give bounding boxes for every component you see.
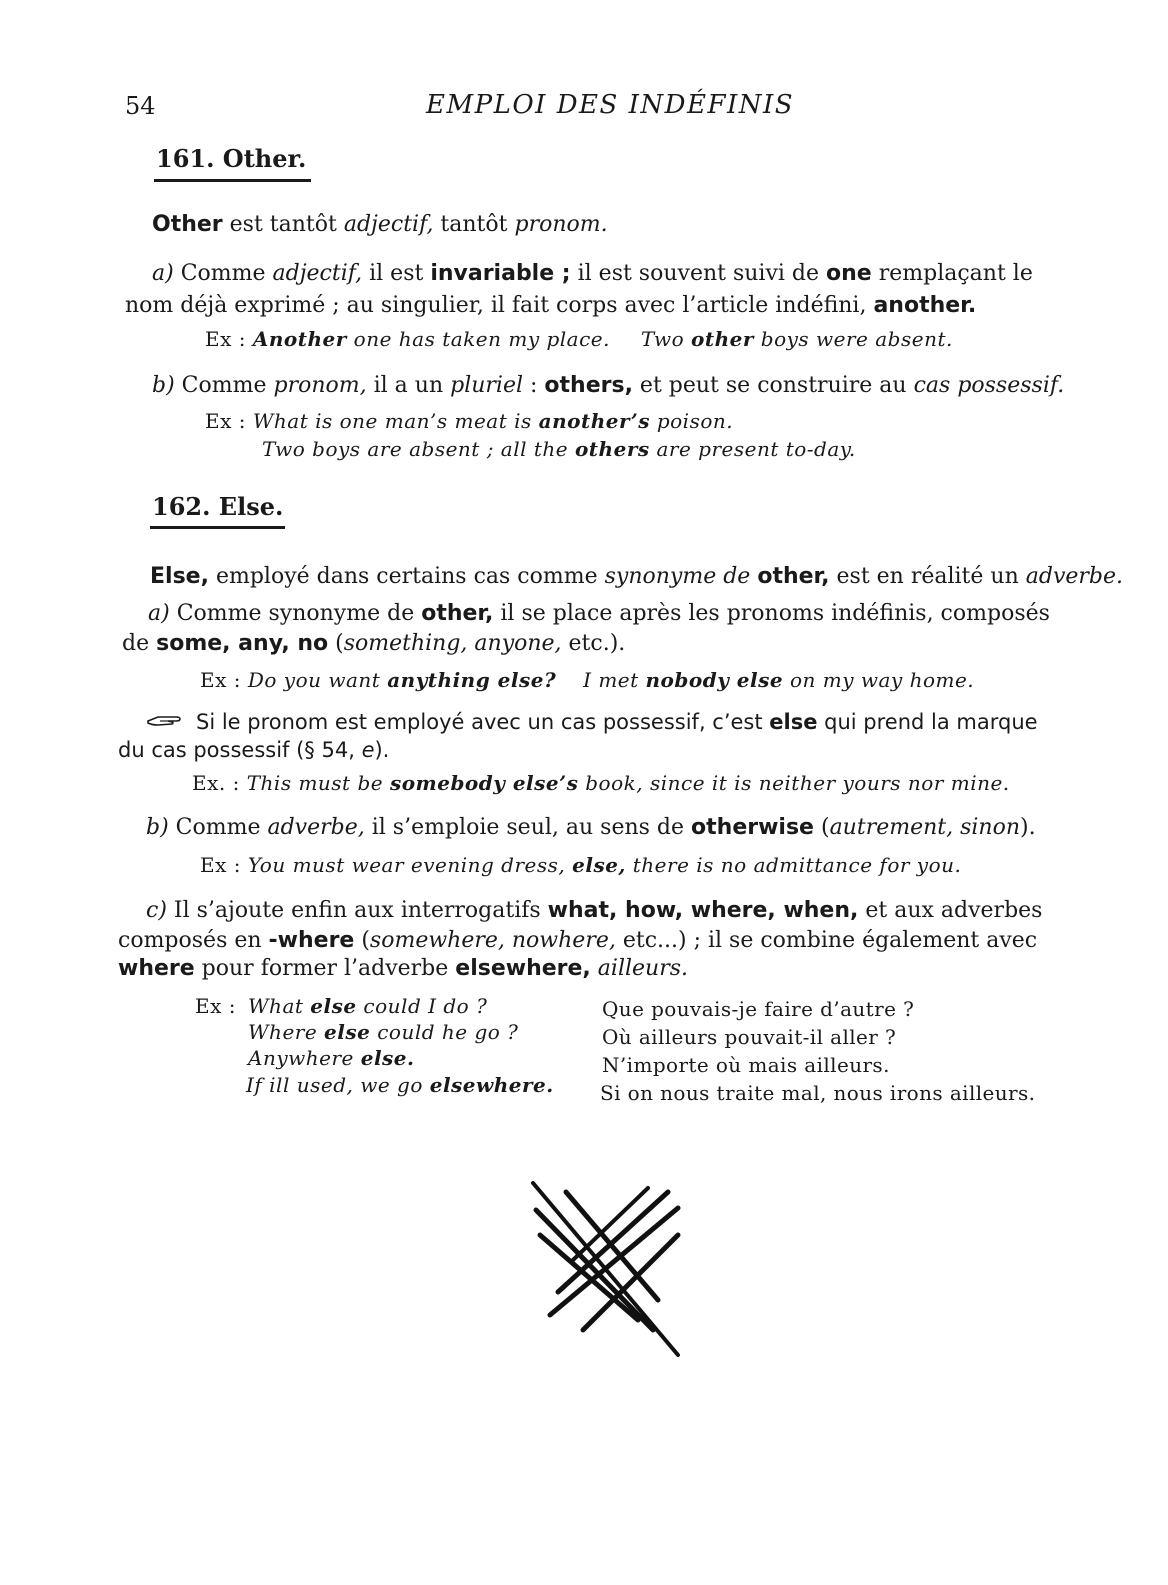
section-162-a-example: Ex : Do you want anything else? I met nobody else on my way home.: [200, 668, 975, 692]
section-162-note-line1: Si le pronom est employé avec un cas possessif, c’est else qui prend la marque: [196, 710, 1038, 734]
section-162-rule: [150, 526, 285, 529]
example-row-en: If ill used, we go elsewhere.: [246, 1073, 554, 1097]
running-title: EMPLOI DES INDÉFINIS: [426, 90, 795, 120]
section-161-b-example-2: Two boys are absent ; all the others are present to-day.: [262, 437, 856, 461]
section-161-title: 161. Other.: [156, 144, 307, 173]
section-162-note-line2: du cas possessif (§ 54, e).: [118, 738, 390, 762]
section-162-a-line2: de some, any, no (something, anyone, etc.).: [122, 631, 626, 656]
example-row-fr: Que pouvais-je faire d’autre ?: [602, 997, 915, 1021]
section-162-b-example: Ex : You must wear evening dress, else, there is no admittance for you.: [200, 853, 962, 877]
section-161-b-line1: b) Comme pronom, il a un pluriel : others, et peut se construire au cas possessif.: [152, 373, 1065, 398]
section-162-c-line2: composés en -where (somewhere, nowhere, etc...) ; il se combine également avec: [118, 928, 1038, 953]
example-row-fr: N’importe où mais ailleurs.: [602, 1053, 890, 1077]
section-161-a-line1: a) Comme adjectif, il est invariable ; il est souvent suivi de one remplaçant le: [152, 261, 1033, 286]
example-row-en: Anywhere else.: [248, 1046, 415, 1070]
manicule-icon: [146, 712, 184, 732]
section-162-a-line1: a) Comme synonyme de other, il se place après les pronoms indéfinis, composés: [148, 601, 1050, 626]
example-row-en: Where else could he go ?: [248, 1020, 519, 1044]
section-162-intro: Else, employé dans certains cas comme synonyme de other, est en réalité un adverbe.: [150, 564, 1124, 589]
section-162-c-line1: c) Il s’ajoute enfin aux interrogatifs what, how, where, when, et aux adverbes: [146, 898, 1043, 923]
example-row-en: What else could I do ?: [248, 994, 488, 1018]
section-162-b-line1: b) Comme adverbe, il s’emploie seul, au sens de otherwise (autrement, sinon).: [146, 815, 1036, 840]
example-row-fr: Où ailleurs pouvait-il aller ?: [602, 1025, 897, 1049]
crosshatch-ornament: [528, 1180, 688, 1364]
page-number: 54: [125, 92, 156, 120]
section-161-intro: Other est tantôt adjectif, tantôt pronom.: [152, 212, 608, 237]
example-row-fr: Si on nous traite mal, nous irons ailleurs.: [600, 1081, 1036, 1105]
section-161-b-example: Ex : What is one man’s meat is another’s poison.: [205, 409, 734, 433]
section-161-a-line2: nom déjà exprimé ; au singulier, il fait corps avec l’article indéfini, another.: [125, 293, 977, 318]
section-162-c-example-label: Ex :: [195, 994, 236, 1018]
section-162-note-example: Ex. : This must be somebody else’s book, since it is neither yours nor mine.: [192, 771, 1010, 795]
section-161-a-example: Ex : Another one has taken my place. Two other boys were absent.: [205, 327, 953, 351]
section-162-title: 162. Else.: [152, 492, 284, 521]
section-161-rule: [154, 179, 311, 182]
section-162-c-line3: where pour former l’adverbe elsewhere, ailleurs.: [118, 956, 689, 981]
